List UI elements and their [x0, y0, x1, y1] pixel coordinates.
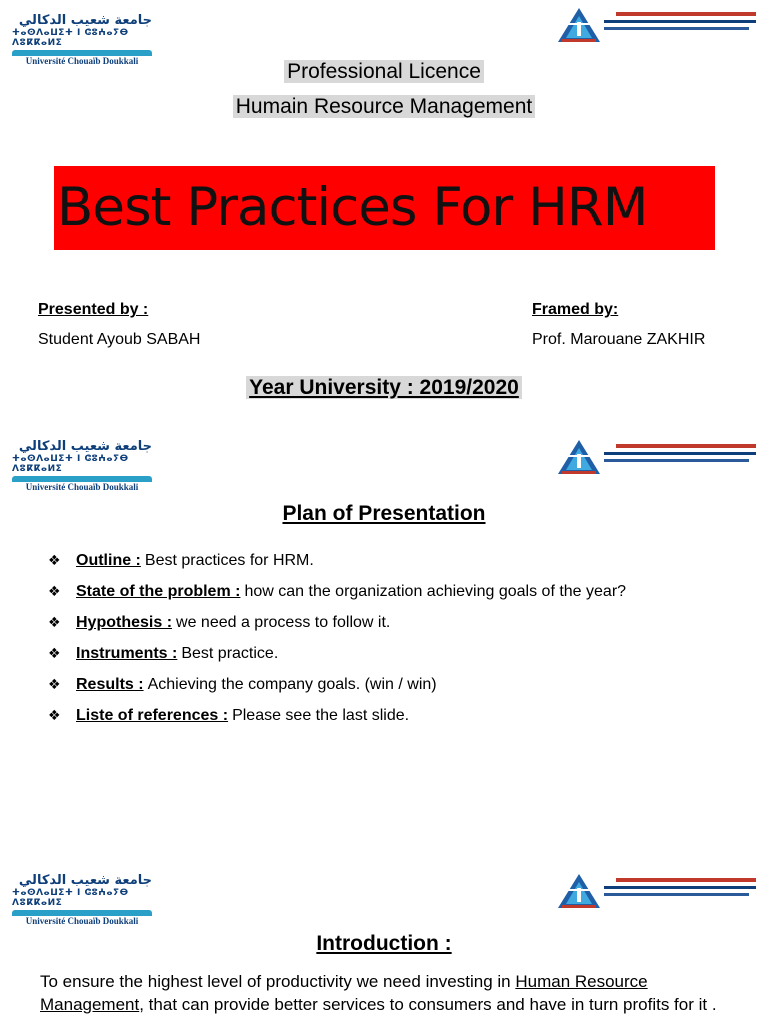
- diamond-bullet-icon: ❖: [48, 645, 61, 661]
- list-item: ❖ Instruments : Best practice.: [48, 645, 279, 662]
- faculty-emblem-icon: [556, 872, 602, 910]
- plan-title: Plan of Presentation: [282, 502, 486, 525]
- title-banner: [54, 166, 715, 250]
- faculty-logo: [556, 6, 756, 46]
- diamond-bullet-icon: ❖: [48, 676, 61, 692]
- plan-list: [48, 552, 626, 738]
- university-logo: جامعة شعيب الدكالي ⵜⴰⵙⴷⴰⵡⵉⵜ ⵏ ⵛⵓⵄⴰⵢⴱ ⴷⵓⴽⴽⴰⵍⵉ Université Chouaïb Doukkali: [12, 439, 152, 492]
- logo-french-text: Université Chouaïb Doukkali: [25, 56, 139, 66]
- university-logo: جامعة شعيب الدكالي ⵜⴰⵙⴷⴰⵡⵉⵜ ⵏ ⵛⵓⵄⴰⵢⴱ ⴷⵓⴽⴽⴰⵍⵉ Université Chouaïb Doukkali: [12, 873, 152, 926]
- university-logo: [12, 13, 152, 66]
- logo-arabic-text: جامعة شعيب الدكالي: [18, 13, 152, 28]
- diamond-bullet-icon: ❖: [48, 707, 61, 723]
- framed-by-label: Framed by:: [532, 301, 619, 318]
- presenter-name: Student Ayoub SABAH: [38, 331, 201, 348]
- introduction-title: Introduction :: [316, 932, 452, 955]
- list-item: ❖ Results : Achieving the company goals. (win / win): [48, 676, 437, 693]
- slide-3: [0, 862, 768, 1024]
- diamond-bullet-icon: ❖: [48, 552, 61, 568]
- presentation-title: Best Practices For HRM: [57, 177, 648, 238]
- introduction-paragraph: To ensure the highest level of productivity we need investing in Human Resource Management, that can provide better services to consumers and have in turn profits for it .: [40, 972, 717, 1014]
- faculty-emblem-icon: [556, 438, 602, 476]
- faculty-logo: [556, 872, 756, 912]
- faculty-emblem-icon: [556, 6, 602, 44]
- presented-by-label: Presented by :: [38, 301, 149, 318]
- list-item: ❖ Liste of references : Please see the last slide.: [48, 707, 410, 724]
- program-line: Professional Licence: [0, 60, 768, 84]
- list-item: ❖ Outline : Best practices for HRM.: [48, 552, 314, 569]
- slide-1: [0, 0, 768, 415]
- supervisor-name: Prof. Marouane ZAKHIR: [532, 331, 706, 348]
- list-item: ❖ Hypothesis : we need a process to follow it.: [48, 614, 391, 631]
- slide-2: [0, 428, 768, 848]
- logo-tifinagh-text: ⵜⴰⵙⴷⴰⵡⵉⵜ ⵏ ⵛⵓⵄⴰⵢⴱ ⴷⵓⴽⴽⴰⵍⵉ: [12, 28, 129, 48]
- list-item: ❖ State of the problem : how can the organization achieving goals of the year?: [48, 583, 627, 600]
- diamond-bullet-icon: ❖: [48, 583, 61, 599]
- faculty-logo: [556, 438, 756, 478]
- academic-year: Year University : 2019/2020: [0, 376, 768, 400]
- diamond-bullet-icon: ❖: [48, 614, 61, 630]
- program-name: Humain Resource Management: [0, 95, 768, 119]
